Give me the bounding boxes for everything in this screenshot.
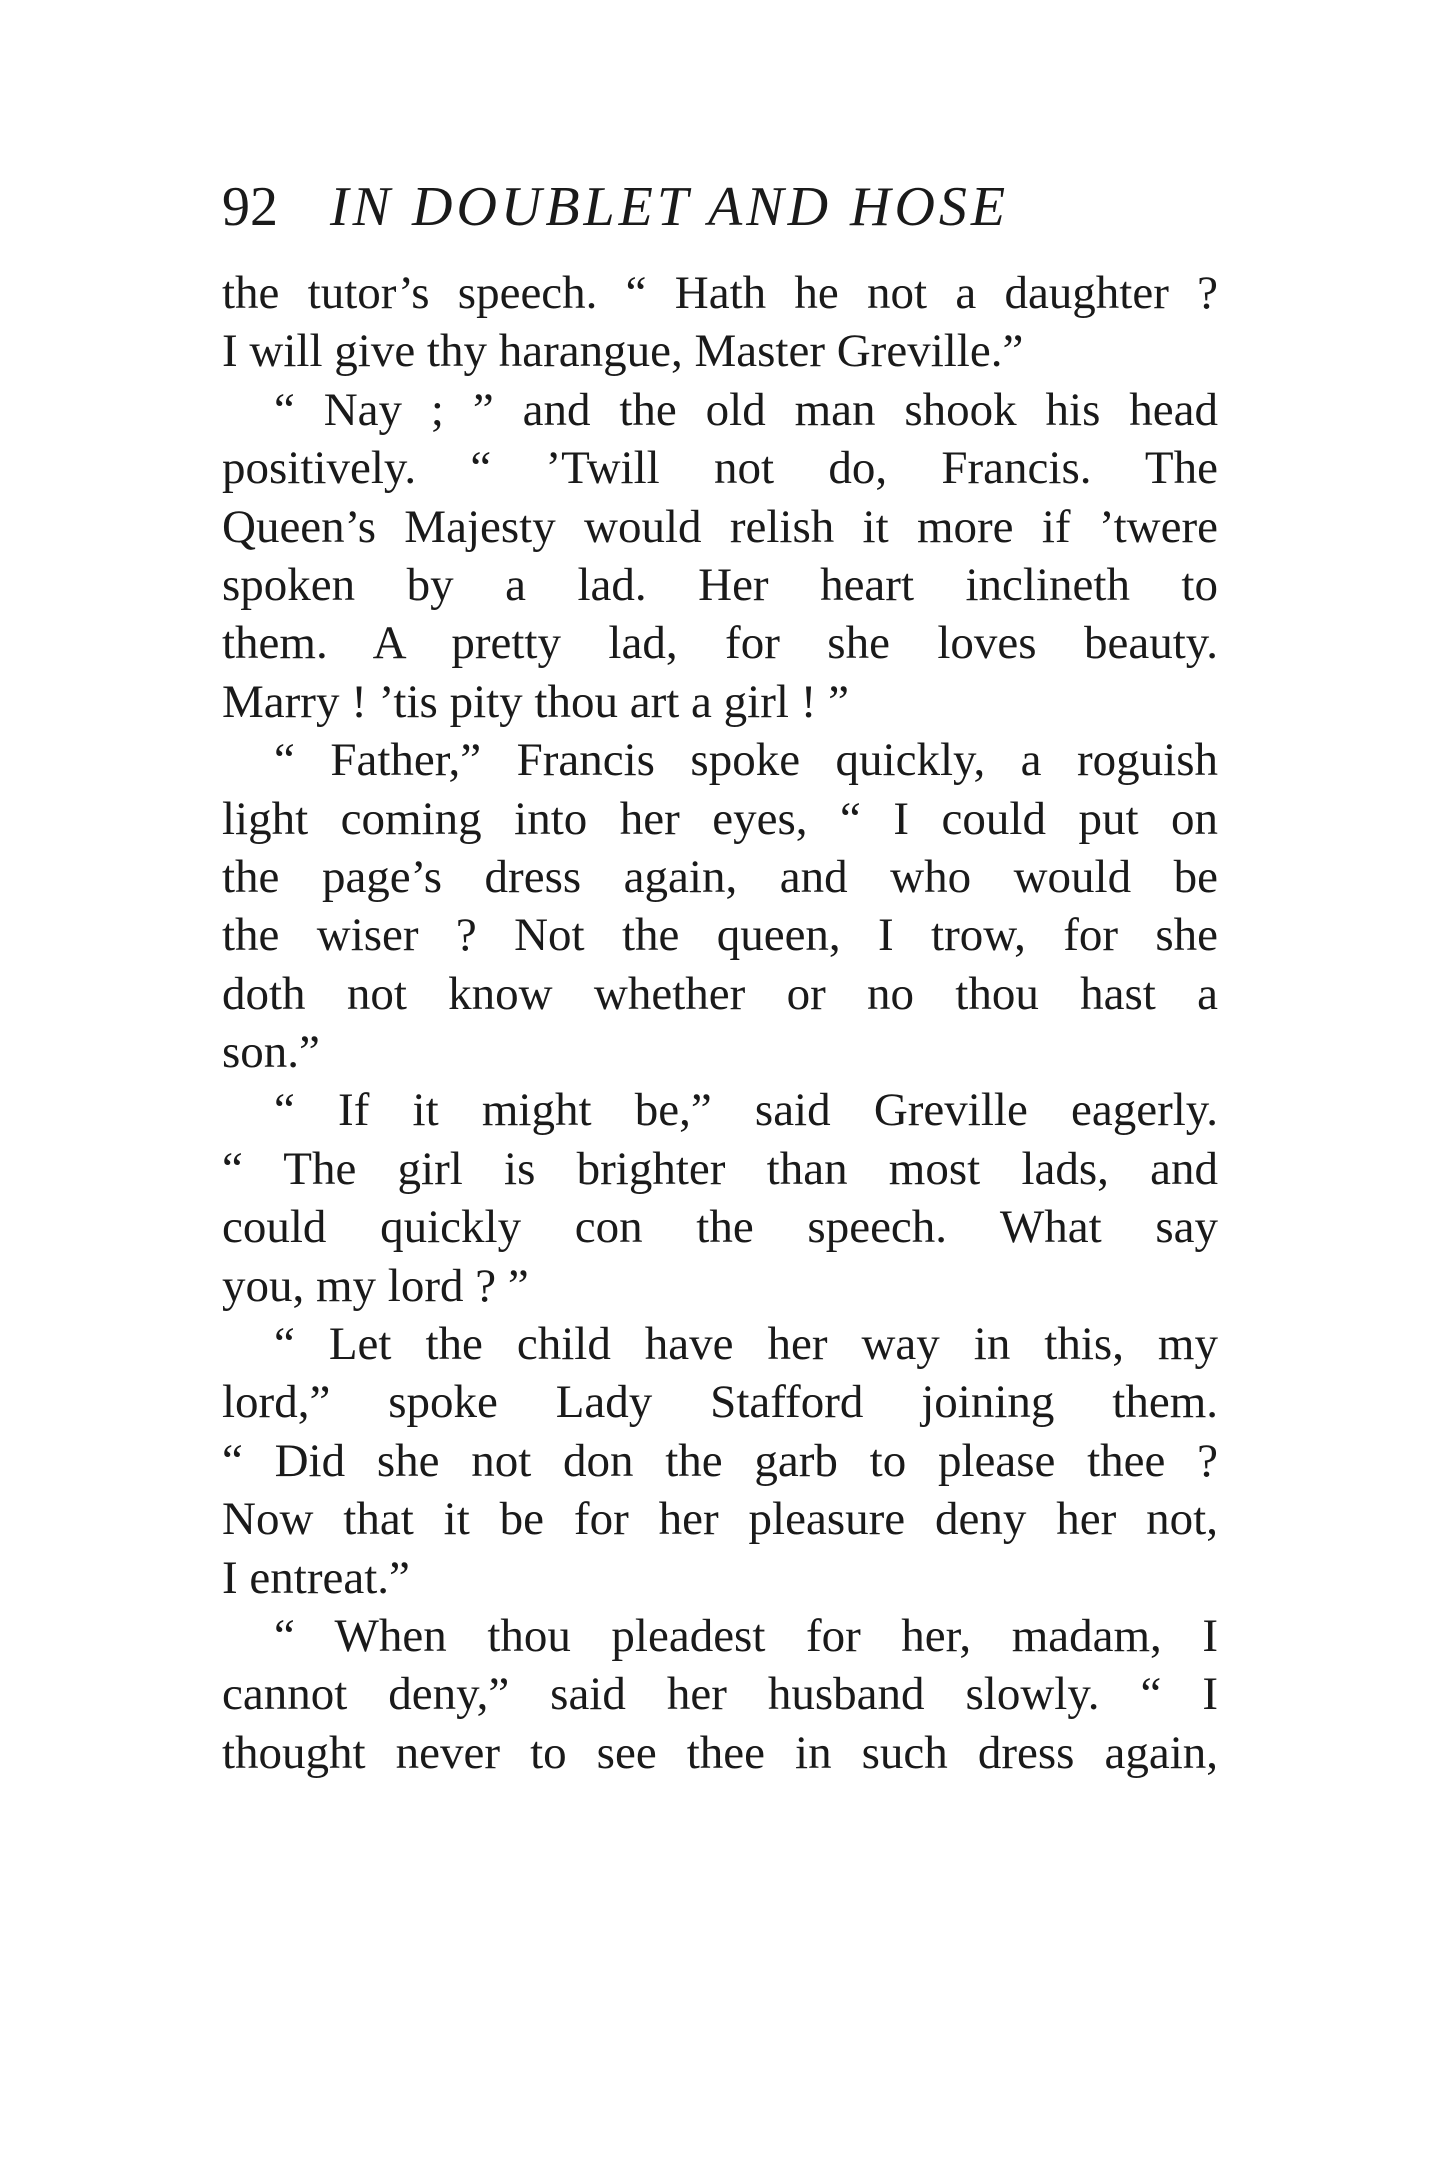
text-line: the wiser ? Not the queen, I trow, for she	[222, 909, 1218, 962]
text-line: “ Father,” Francis spoke quickly, a roguish	[274, 734, 1218, 787]
text-line: Now that it be for her pleasure deny her not,	[222, 1493, 1218, 1546]
text-line: you, my lord ? ”	[222, 1259, 529, 1312]
text-line: son.”	[222, 1026, 320, 1079]
text-line: “ Nay ; ” and the old man shook his head	[274, 383, 1218, 436]
text-line: light coming into her eyes, “ I could put on	[222, 792, 1218, 845]
text-line: I will give thy harangue, Master Greville.”	[222, 325, 1024, 378]
text-line: “ Did she not don the garb to please thee ?	[222, 1434, 1218, 1487]
text-line: “ When thou pleadest for her, madam, I	[274, 1609, 1218, 1662]
text-line: Marry ! ’tis pity thou art a girl ! ”	[222, 675, 849, 728]
text-line: the tutor’s speech. “ Hath he not a daughter ?	[222, 267, 1218, 319]
text-line: cannot deny,” said her husband slowly. “ I	[222, 1668, 1218, 1721]
text-line: doth not know whether or no thou hast a	[222, 967, 1218, 1020]
text-line: the page’s dress again, and who would be	[222, 850, 1218, 903]
text-line: spoken by a lad. Her heart inclineth to	[222, 558, 1218, 611]
text-line: could quickly con the speech. What say	[222, 1201, 1218, 1254]
text-line: thought never to see thee in such dress again,	[222, 1726, 1218, 1779]
text-line: I entreat.”	[222, 1551, 410, 1604]
text-line: positively. “ ’Twill not do, Francis. The	[222, 442, 1218, 495]
text-line: “ Let the child have her way in this, my	[274, 1318, 1218, 1371]
book-title: IN DOUBLET AND HOSE	[330, 176, 1010, 238]
running-head	[222, 172, 1222, 242]
text-line: “ If it might be,” said Greville eagerly.	[274, 1084, 1218, 1137]
text-line: lord,” spoke Lady Stafford joining them.	[222, 1376, 1218, 1429]
text-line: Queen’s Majesty would relish it more if ’twere	[222, 500, 1218, 553]
text-line: “ The girl is brighter than most lads, and	[222, 1142, 1218, 1195]
body-text	[222, 264, 1218, 1782]
text-line: them. A pretty lad, for she loves beauty.	[222, 617, 1218, 670]
page-number: 92	[222, 176, 278, 238]
